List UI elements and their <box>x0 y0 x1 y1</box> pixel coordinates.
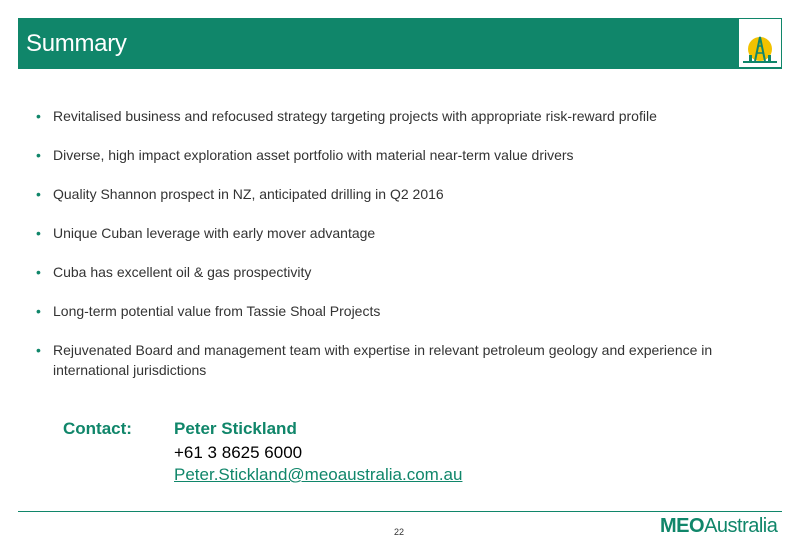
bullet-text: Rejuvenated Board and management team with expertise in relevant petroleum geology and experience in international jurisdictions <box>53 342 713 378</box>
bullet-marker: • <box>36 264 41 280</box>
footer-line <box>18 511 782 512</box>
bullet-marker: • <box>36 303 41 319</box>
bullet-text: Revitalised business and refocused strategy targeting projects with appropriate risk-reward profile <box>53 108 657 124</box>
slide-title: Summary <box>26 30 127 57</box>
bullet-item <box>36 223 756 243</box>
title-underline <box>18 68 782 69</box>
contact-phone: +61 3 8625 6000 <box>174 443 303 462</box>
bullet-marker: • <box>36 186 41 202</box>
bullet-item <box>36 262 756 282</box>
bullet-item <box>36 145 756 165</box>
bullet-text: Long-term potential value from Tassie Shoal Projects <box>53 303 381 319</box>
brand-australia: Australia <box>704 515 778 537</box>
brand-meo: MEO <box>660 515 705 537</box>
page-number: 22 <box>394 527 405 537</box>
bullet-text: Diverse, high impact exploration asset portfolio with material near-term value drivers <box>53 147 574 163</box>
bullet-marker: • <box>36 225 41 241</box>
bullet-list <box>36 106 756 399</box>
brand-logo <box>660 515 777 538</box>
contact-label: Contact: <box>63 419 132 438</box>
bullet-item <box>36 301 756 321</box>
bullet-item <box>36 184 756 204</box>
logo-box <box>738 18 782 68</box>
bullet-text: Cuba has excellent oil & gas prospectivity <box>53 264 312 280</box>
contact-name: Peter Stickland <box>174 419 297 438</box>
bullet-marker: • <box>36 342 41 358</box>
bullet-marker: • <box>36 108 41 124</box>
bullet-marker: • <box>36 147 41 163</box>
meo-oil-rig-logo-icon <box>739 19 781 67</box>
bullet-item <box>36 106 756 126</box>
bullet-text: Quality Shannon prospect in NZ, anticipated drilling in Q2 2016 <box>53 186 444 202</box>
bullet-text: Unique Cuban leverage with early mover advantage <box>53 225 376 241</box>
contact-email-link[interactable]: Peter.Stickland@meoaustralia.com.au <box>174 465 463 484</box>
bullet-item <box>36 340 756 380</box>
title-bar <box>18 18 738 68</box>
